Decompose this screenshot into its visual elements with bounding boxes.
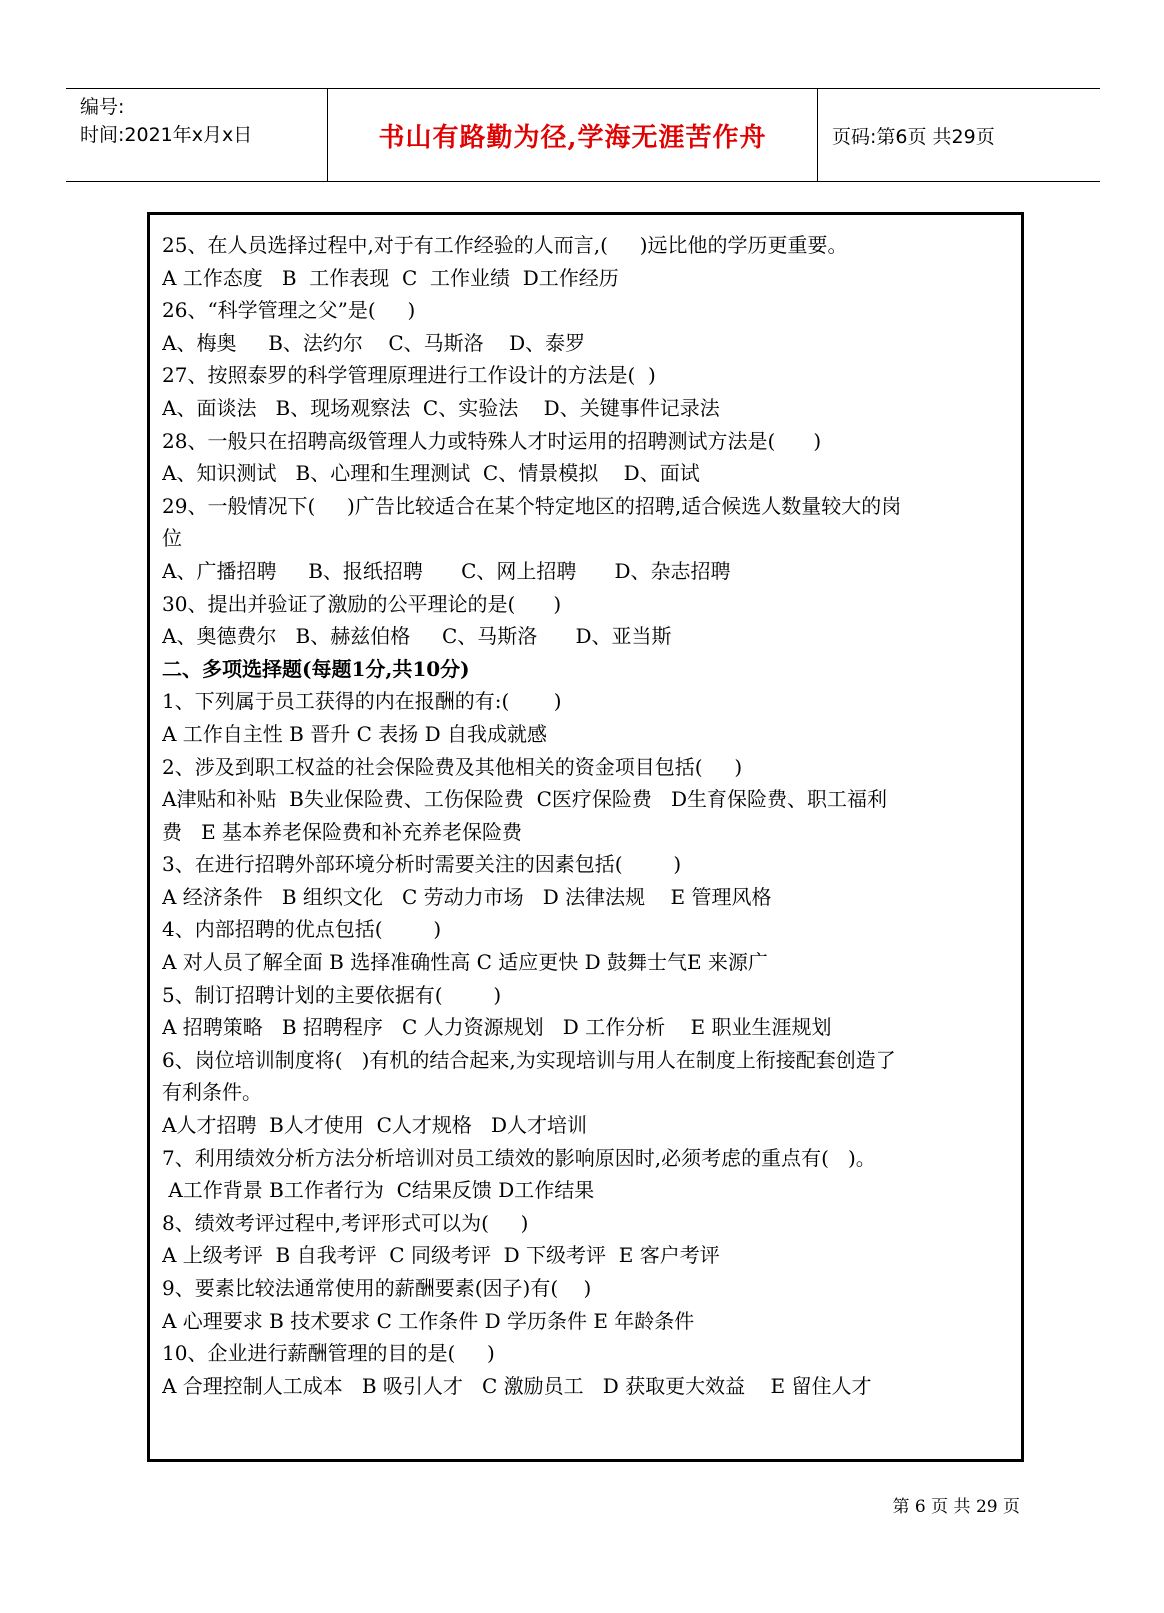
question-line: A人才招聘 B人才使用 C人才规格 D人才培训 <box>162 1113 587 1138</box>
question-line: A 合理控制人工成本 B 吸引人才 C 激励员工 D 获取更大效益 E 留住人才 <box>162 1373 872 1398</box>
header-page-code: 页码:第6页 共29页 <box>832 125 995 148</box>
question-content-box <box>147 212 1024 1462</box>
question-line: A工作背景 B工作者行为 C结果反馈 D工作结果 <box>162 1178 595 1203</box>
date-line: 时间:2021年x月x日 <box>80 124 253 146</box>
document-number-label: 编号: <box>80 96 125 118</box>
question-line: 费 E 基本养老保险费和补充养老保险费 <box>162 819 523 844</box>
question-line: A津贴和补贴 B失业保险费、工伤保险费 C医疗保险费 D生育保险费、职工福利 <box>162 787 887 812</box>
question-line: A、梅奥 B、法约尔 C、马斯洛 D、泰罗 <box>162 330 586 355</box>
question-line: 2、涉及到职工权益的社会保险费及其他相关的资金项目包括( ) <box>162 754 743 779</box>
question-line: 10、企业进行薪酬管理的目的是( ) <box>162 1341 495 1366</box>
question-line: 25、在人员选择过程中,对于有工作经验的人而言,( )远比他的学历更重要。 <box>162 233 848 257</box>
question-line: A 心理要求 B 技术要求 C 工作条件 D 学历条件 E 年龄条件 <box>162 1308 695 1333</box>
question-line: A 招聘策略 B 招聘程序 C 人力资源规划 D 工作分析 E 职业生涯规划 <box>162 1015 832 1040</box>
question-line: 9、要素比较法通常使用的薪酬要素(因子)有( ) <box>162 1276 592 1300</box>
question-line: A、知识测试 B、心理和生理测试 C、情景模拟 D、面试 <box>162 461 700 486</box>
header-motto: 书山有路勤为径,学海无涯苦作舟 <box>328 89 818 181</box>
question-line: A 工作自主性 B 晋升 C 表扬 D 自我成就感 <box>162 721 547 746</box>
question-line: 4、内部招聘的优点包括( ) <box>162 917 442 942</box>
question-line: 26、“科学管理之父”是( ) <box>162 298 416 323</box>
question-line: 5、制订招聘计划的主要依据有( ) <box>162 982 502 1007</box>
question-line: A 上级考评 B 自我考评 C 同级考评 D 下级考评 E 客户考评 <box>162 1243 720 1268</box>
header-left-cell <box>66 89 328 181</box>
question-line: A 经济条件 B 组织文化 C 劳动力市场 D 法律法规 E 管理风格 <box>162 884 772 909</box>
question-line: A、广播招聘 B、报纸招聘 C、网上招聘 D、杂志招聘 <box>162 558 731 583</box>
question-line: 1、下列属于员工获得的内在报酬的有:( ) <box>162 689 562 714</box>
question-line: 27、按照泰罗的科学管理原理进行工作设计的方法是( ) <box>162 363 656 388</box>
section-heading: 二、多项选择题(每题1分,共10分) <box>162 656 470 681</box>
question-line: 3、在进行招聘外部环境分析时需要关注的因素包括( ) <box>162 852 682 877</box>
question-line: 7、利用绩效分析方法分析培训对员工绩效的影响原因时,必须考虑的重点有( )。 <box>162 1145 876 1170</box>
question-line: A、奥德费尔 B、赫兹伯格 C、马斯洛 D、亚当斯 <box>162 624 672 649</box>
question-line: 位 <box>162 526 182 551</box>
question-line: 有利条件。 <box>162 1080 262 1105</box>
question-line: 6、岗位培训制度将( )有机的结合起来,为实现培训与用人在制度上衔接配套创造了 <box>162 1047 896 1072</box>
question-line: 28、一般只在招聘高级管理人力或特殊人才时运用的招聘测试方法是( ) <box>162 428 822 453</box>
question-line: 8、绩效考评过程中,考评形式可以为( ) <box>162 1210 529 1235</box>
question-line: A 工作态度 B 工作表现 C 工作业绩 D工作经历 <box>162 265 619 290</box>
question-line: 29、一般情况下( )广告比较适合在某个特定地区的招聘,适合候选人数量较大的岗 <box>162 493 902 518</box>
question-line: 30、提出并验证了激励的公平理论的是( ) <box>162 591 562 616</box>
question-line: A、面谈法 B、现场观察法 C、实验法 D、关键事件记录法 <box>162 395 720 420</box>
page-header <box>66 88 1100 182</box>
page-footer: 第 6 页 共 29 页 <box>892 1497 1020 1517</box>
question-line: A 对人员了解全面 B 选择准确性高 C 适应更快 D 鼓舞士气E 来源广 <box>162 950 768 975</box>
